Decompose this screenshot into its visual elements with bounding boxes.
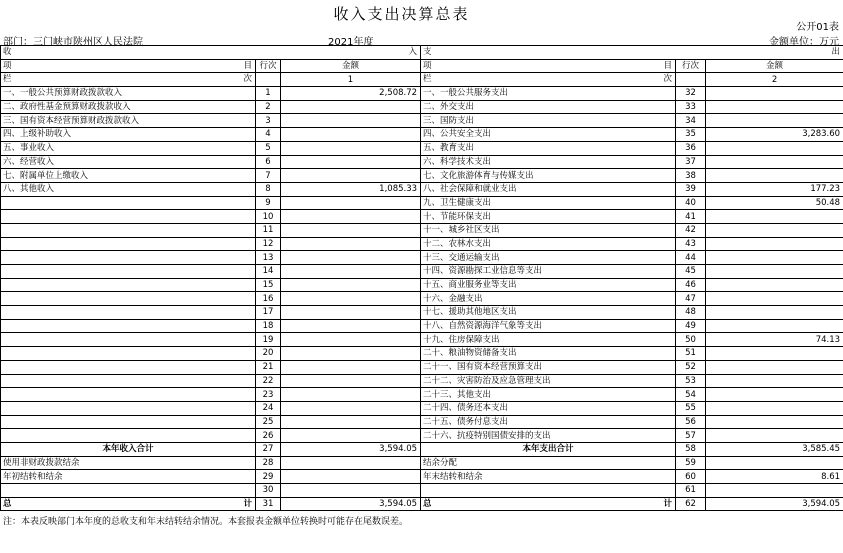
expense-item: 四、公共安全支出 [421, 128, 676, 142]
expense-row-no: 59 [676, 456, 706, 470]
income-amount [281, 292, 421, 306]
income-col-index: 1 [281, 73, 421, 87]
income-item: 四、上级补助收入 [1, 128, 256, 142]
income-row-no: 4 [256, 128, 281, 142]
expense-item: 二十一、国有资本经营预算支出 [421, 360, 676, 374]
expense-item: 结余分配 [421, 456, 676, 470]
expense-row-no: 54 [676, 388, 706, 402]
expense-amount [706, 401, 843, 415]
income-row-no: 7 [256, 169, 281, 183]
table-row [1, 292, 843, 306]
table-row [1, 401, 843, 415]
income-row-no: 16 [256, 292, 281, 306]
income-amount [281, 429, 421, 443]
expense-amount [706, 251, 843, 265]
income-item [1, 429, 256, 443]
income-row-no: 18 [256, 319, 281, 333]
table-row [1, 237, 843, 251]
expense-total-row-no: 58 [676, 442, 706, 456]
income-row-no: 10 [256, 210, 281, 224]
income-item: 六、经营收入 [1, 155, 256, 169]
expense-item: 二十二、灾害防治及应急管理支出 [421, 374, 676, 388]
table-row [1, 306, 843, 320]
income-amount [281, 196, 421, 210]
expense-amount [706, 155, 843, 169]
income-row-no: 20 [256, 347, 281, 361]
income-grand-total-amount: 3,594.05 [281, 497, 421, 511]
income-amount [281, 319, 421, 333]
table-row [1, 169, 843, 183]
expense-item: 一、一般公共服务支出 [421, 87, 676, 101]
income-item [1, 265, 256, 279]
expense-row-no: 36 [676, 141, 706, 155]
report-title: 收入支出决算总表 [333, 5, 470, 23]
table-row [1, 415, 843, 429]
income-row-no: 5 [256, 141, 281, 155]
income-row-no: 15 [256, 278, 281, 292]
income-grand-total-label: 总 计 [1, 497, 256, 511]
table-number: 公开01表 [796, 22, 839, 33]
table-row [1, 319, 843, 333]
income-item [1, 415, 256, 429]
expense-amount: 177.23 [706, 182, 843, 196]
table-row [1, 141, 843, 155]
income-grand-total-row-no: 31 [256, 497, 281, 511]
income-row-no: 11 [256, 223, 281, 237]
income-amount [281, 114, 421, 128]
table-row [1, 429, 843, 443]
income-row-no: 8 [256, 182, 281, 196]
income-amount [281, 265, 421, 279]
expense-rowno-header: 行次 [676, 59, 706, 73]
department-label: 部门：三门峡市陕州区人民法院 [3, 37, 143, 48]
income-row-no: 6 [256, 155, 281, 169]
income-row-no: 21 [256, 360, 281, 374]
income-total-label: 本年收入合计 [1, 442, 256, 456]
table-row [1, 196, 843, 210]
income-item [1, 401, 256, 415]
expense-amount [706, 319, 843, 333]
table-row [1, 182, 843, 196]
table-row [1, 456, 843, 470]
expense-item: 六、科学技术支出 [421, 155, 676, 169]
expense-total-label: 本年支出合计 [421, 442, 676, 456]
expense-row-no: 33 [676, 100, 706, 114]
table-row [1, 128, 843, 142]
income-amount: 1,085.33 [281, 182, 421, 196]
expense-item: 十五、商业服务业等支出 [421, 278, 676, 292]
section-header-row [1, 46, 843, 60]
expense-row-no: 35 [676, 128, 706, 142]
annual-total-row [1, 442, 843, 456]
income-amount [281, 333, 421, 347]
expense-item: 十二、农林水支出 [421, 237, 676, 251]
expense-item: 二十、粮油物资储备支出 [421, 347, 676, 361]
expense-amount [706, 374, 843, 388]
expense-row-no: 42 [676, 223, 706, 237]
empty-cell [676, 73, 706, 87]
income-amount [281, 360, 421, 374]
expense-row-no: 51 [676, 347, 706, 361]
expense-item: 十九、住房保障支出 [421, 333, 676, 347]
income-row-no: 3 [256, 114, 281, 128]
income-item [1, 333, 256, 347]
income-item: 使用非财政拨款结余 [1, 456, 256, 470]
expense-row-no: 57 [676, 429, 706, 443]
expense-row-no: 55 [676, 401, 706, 415]
table-row [1, 210, 843, 224]
grand-total-row [1, 497, 843, 511]
income-item [1, 210, 256, 224]
expense-amount [706, 484, 843, 498]
income-amount [281, 251, 421, 265]
income-amount [281, 100, 421, 114]
expense-amount [706, 237, 843, 251]
income-amount [281, 374, 421, 388]
expense-item: 十八、自然资源海洋气象等支出 [421, 319, 676, 333]
income-section-header: 收 入 [1, 46, 421, 60]
expense-amount [706, 223, 843, 237]
expense-amount [706, 347, 843, 361]
income-row-no: 17 [256, 306, 281, 320]
income-item: 二、政府性基金预算财政拨款收入 [1, 100, 256, 114]
expense-amount [706, 114, 843, 128]
expense-amount [706, 87, 843, 101]
expense-col-label: 栏 次 [421, 73, 676, 87]
income-item [1, 306, 256, 320]
expense-item: 五、教育支出 [421, 141, 676, 155]
income-total-row-no: 27 [256, 442, 281, 456]
table-row [1, 87, 843, 101]
income-item [1, 374, 256, 388]
income-row-no: 1 [256, 87, 281, 101]
expense-row-no: 44 [676, 251, 706, 265]
income-amount [281, 237, 421, 251]
expense-amount [706, 306, 843, 320]
income-item [1, 223, 256, 237]
expense-amount [706, 210, 843, 224]
table-row [1, 278, 843, 292]
expense-item: 九、卫生健康支出 [421, 196, 676, 210]
table-row [1, 333, 843, 347]
expense-row-no: 38 [676, 169, 706, 183]
expense-row-no: 46 [676, 278, 706, 292]
income-amount [281, 470, 421, 484]
expense-item: 二十五、债务付息支出 [421, 415, 676, 429]
income-item [1, 237, 256, 251]
expense-total-amount: 3,585.45 [706, 442, 843, 456]
income-amount [281, 401, 421, 415]
table-row [1, 374, 843, 388]
table-row [1, 347, 843, 361]
income-row-no: 2 [256, 100, 281, 114]
income-amount-header: 金额 [281, 59, 421, 73]
expense-row-no: 37 [676, 155, 706, 169]
fiscal-year: 2021年度 [328, 37, 374, 48]
expense-amount [706, 278, 843, 292]
table-row [1, 155, 843, 169]
income-item [1, 347, 256, 361]
income-amount [281, 223, 421, 237]
table-row [1, 265, 843, 279]
expense-section-header: 支 出 [421, 46, 843, 60]
expense-amount: 74.13 [706, 333, 843, 347]
expense-row-no: 48 [676, 306, 706, 320]
income-amount [281, 128, 421, 142]
income-item: 年初结转和结余 [1, 470, 256, 484]
expense-row-no: 56 [676, 415, 706, 429]
expense-row-no: 43 [676, 237, 706, 251]
income-row-no: 30 [256, 484, 281, 498]
income-amount [281, 306, 421, 320]
income-amount [281, 415, 421, 429]
income-row-no: 9 [256, 196, 281, 210]
expense-amount [706, 415, 843, 429]
expense-amount [706, 100, 843, 114]
income-amount [281, 210, 421, 224]
income-item [1, 484, 256, 498]
expense-amount [706, 292, 843, 306]
expense-amount: 3,283.60 [706, 128, 843, 142]
income-item [1, 196, 256, 210]
table-row [1, 470, 843, 484]
income-row-no: 28 [256, 456, 281, 470]
expense-row-no: 60 [676, 470, 706, 484]
income-amount [281, 456, 421, 470]
income-item [1, 278, 256, 292]
expense-amount [706, 429, 843, 443]
expense-row-no: 47 [676, 292, 706, 306]
expense-item: 十、节能环保支出 [421, 210, 676, 224]
table-row [1, 100, 843, 114]
income-item [1, 251, 256, 265]
expense-row-no: 32 [676, 87, 706, 101]
income-item-header: 项 目 [1, 59, 256, 73]
income-item: 八、其他收入 [1, 182, 256, 196]
expense-item: 二、外交支出 [421, 100, 676, 114]
expense-item [421, 484, 676, 498]
expense-row-no: 49 [676, 319, 706, 333]
expense-item-header: 项 目 [421, 59, 676, 73]
income-item [1, 388, 256, 402]
expense-row-no: 52 [676, 360, 706, 374]
expense-amount [706, 388, 843, 402]
column-header-row [1, 59, 843, 73]
expense-row-no: 41 [676, 210, 706, 224]
income-item: 一、一般公共预算财政拨款收入 [1, 87, 256, 101]
expense-grand-total-amount: 3,594.05 [706, 497, 843, 511]
expense-amount [706, 360, 843, 374]
expense-item: 十六、金融支出 [421, 292, 676, 306]
income-col-label: 栏 次 [1, 73, 256, 87]
income-item [1, 360, 256, 374]
expense-amount [706, 141, 843, 155]
expense-amount: 8.61 [706, 470, 843, 484]
income-row-no: 23 [256, 388, 281, 402]
income-item: 五、事业收入 [1, 141, 256, 155]
income-item: 七、附属单位上缴收入 [1, 169, 256, 183]
expense-item: 年末结转和结余 [421, 470, 676, 484]
column-index-row [1, 73, 843, 87]
table-row [1, 251, 843, 265]
expense-amount: 50.48 [706, 196, 843, 210]
income-item [1, 319, 256, 333]
income-amount [281, 278, 421, 292]
income-row-no: 19 [256, 333, 281, 347]
amount-unit: 金额单位：万元 [769, 37, 839, 48]
expense-item: 二十四、债务还本支出 [421, 401, 676, 415]
expense-item: 二十三、其他支出 [421, 388, 676, 402]
expense-row-no: 34 [676, 114, 706, 128]
expense-col-index: 2 [706, 73, 843, 87]
income-row-no: 14 [256, 265, 281, 279]
expense-amount [706, 265, 843, 279]
income-row-no: 24 [256, 401, 281, 415]
table-row [1, 114, 843, 128]
income-amount [281, 141, 421, 155]
expense-grand-total-row-no: 62 [676, 497, 706, 511]
expense-item: 十三、交通运输支出 [421, 251, 676, 265]
income-rowno-header: 行次 [256, 59, 281, 73]
income-row-no: 22 [256, 374, 281, 388]
expense-item: 二十六、抗疫特别国债安排的支出 [421, 429, 676, 443]
expense-item: 八、社会保障和就业支出 [421, 182, 676, 196]
expense-item: 十一、城乡社区支出 [421, 223, 676, 237]
expense-row-no: 39 [676, 182, 706, 196]
income-amount [281, 484, 421, 498]
table-row [1, 388, 843, 402]
income-row-no: 13 [256, 251, 281, 265]
income-amount [281, 347, 421, 361]
expense-amount [706, 456, 843, 470]
expense-row-no: 50 [676, 333, 706, 347]
income-total-amount: 3,594.05 [281, 442, 421, 456]
income-amount [281, 388, 421, 402]
income-amount [281, 169, 421, 183]
income-row-no: 29 [256, 470, 281, 484]
income-item: 三、国有资本经营预算财政拨款收入 [1, 114, 256, 128]
footnote: 注：本表反映部门本年度的总收支和年末结转结余情况。本套报表金额单位转换时可能存在尾数误差。 [3, 517, 409, 527]
expense-item: 十七、援助其他地区支出 [421, 306, 676, 320]
expense-row-no: 61 [676, 484, 706, 498]
expense-item: 三、国防支出 [421, 114, 676, 128]
expense-item: 七、文化旅游体育与传媒支出 [421, 169, 676, 183]
income-row-no: 26 [256, 429, 281, 443]
expense-amount [706, 169, 843, 183]
expense-amount-header: 金额 [706, 59, 843, 73]
expense-item: 十四、资源勘探工业信息等支出 [421, 265, 676, 279]
empty-cell [256, 73, 281, 87]
expense-grand-total-label: 总 计 [421, 497, 676, 511]
income-amount: 2,508.72 [281, 87, 421, 101]
expense-row-no: 40 [676, 196, 706, 210]
expense-row-no: 45 [676, 265, 706, 279]
income-row-no: 12 [256, 237, 281, 251]
income-amount [281, 155, 421, 169]
table-row [1, 360, 843, 374]
table-row [1, 484, 843, 498]
table-row [1, 223, 843, 237]
expense-row-no: 53 [676, 374, 706, 388]
income-item [1, 292, 256, 306]
income-row-no: 25 [256, 415, 281, 429]
income-expense-table [0, 45, 843, 511]
